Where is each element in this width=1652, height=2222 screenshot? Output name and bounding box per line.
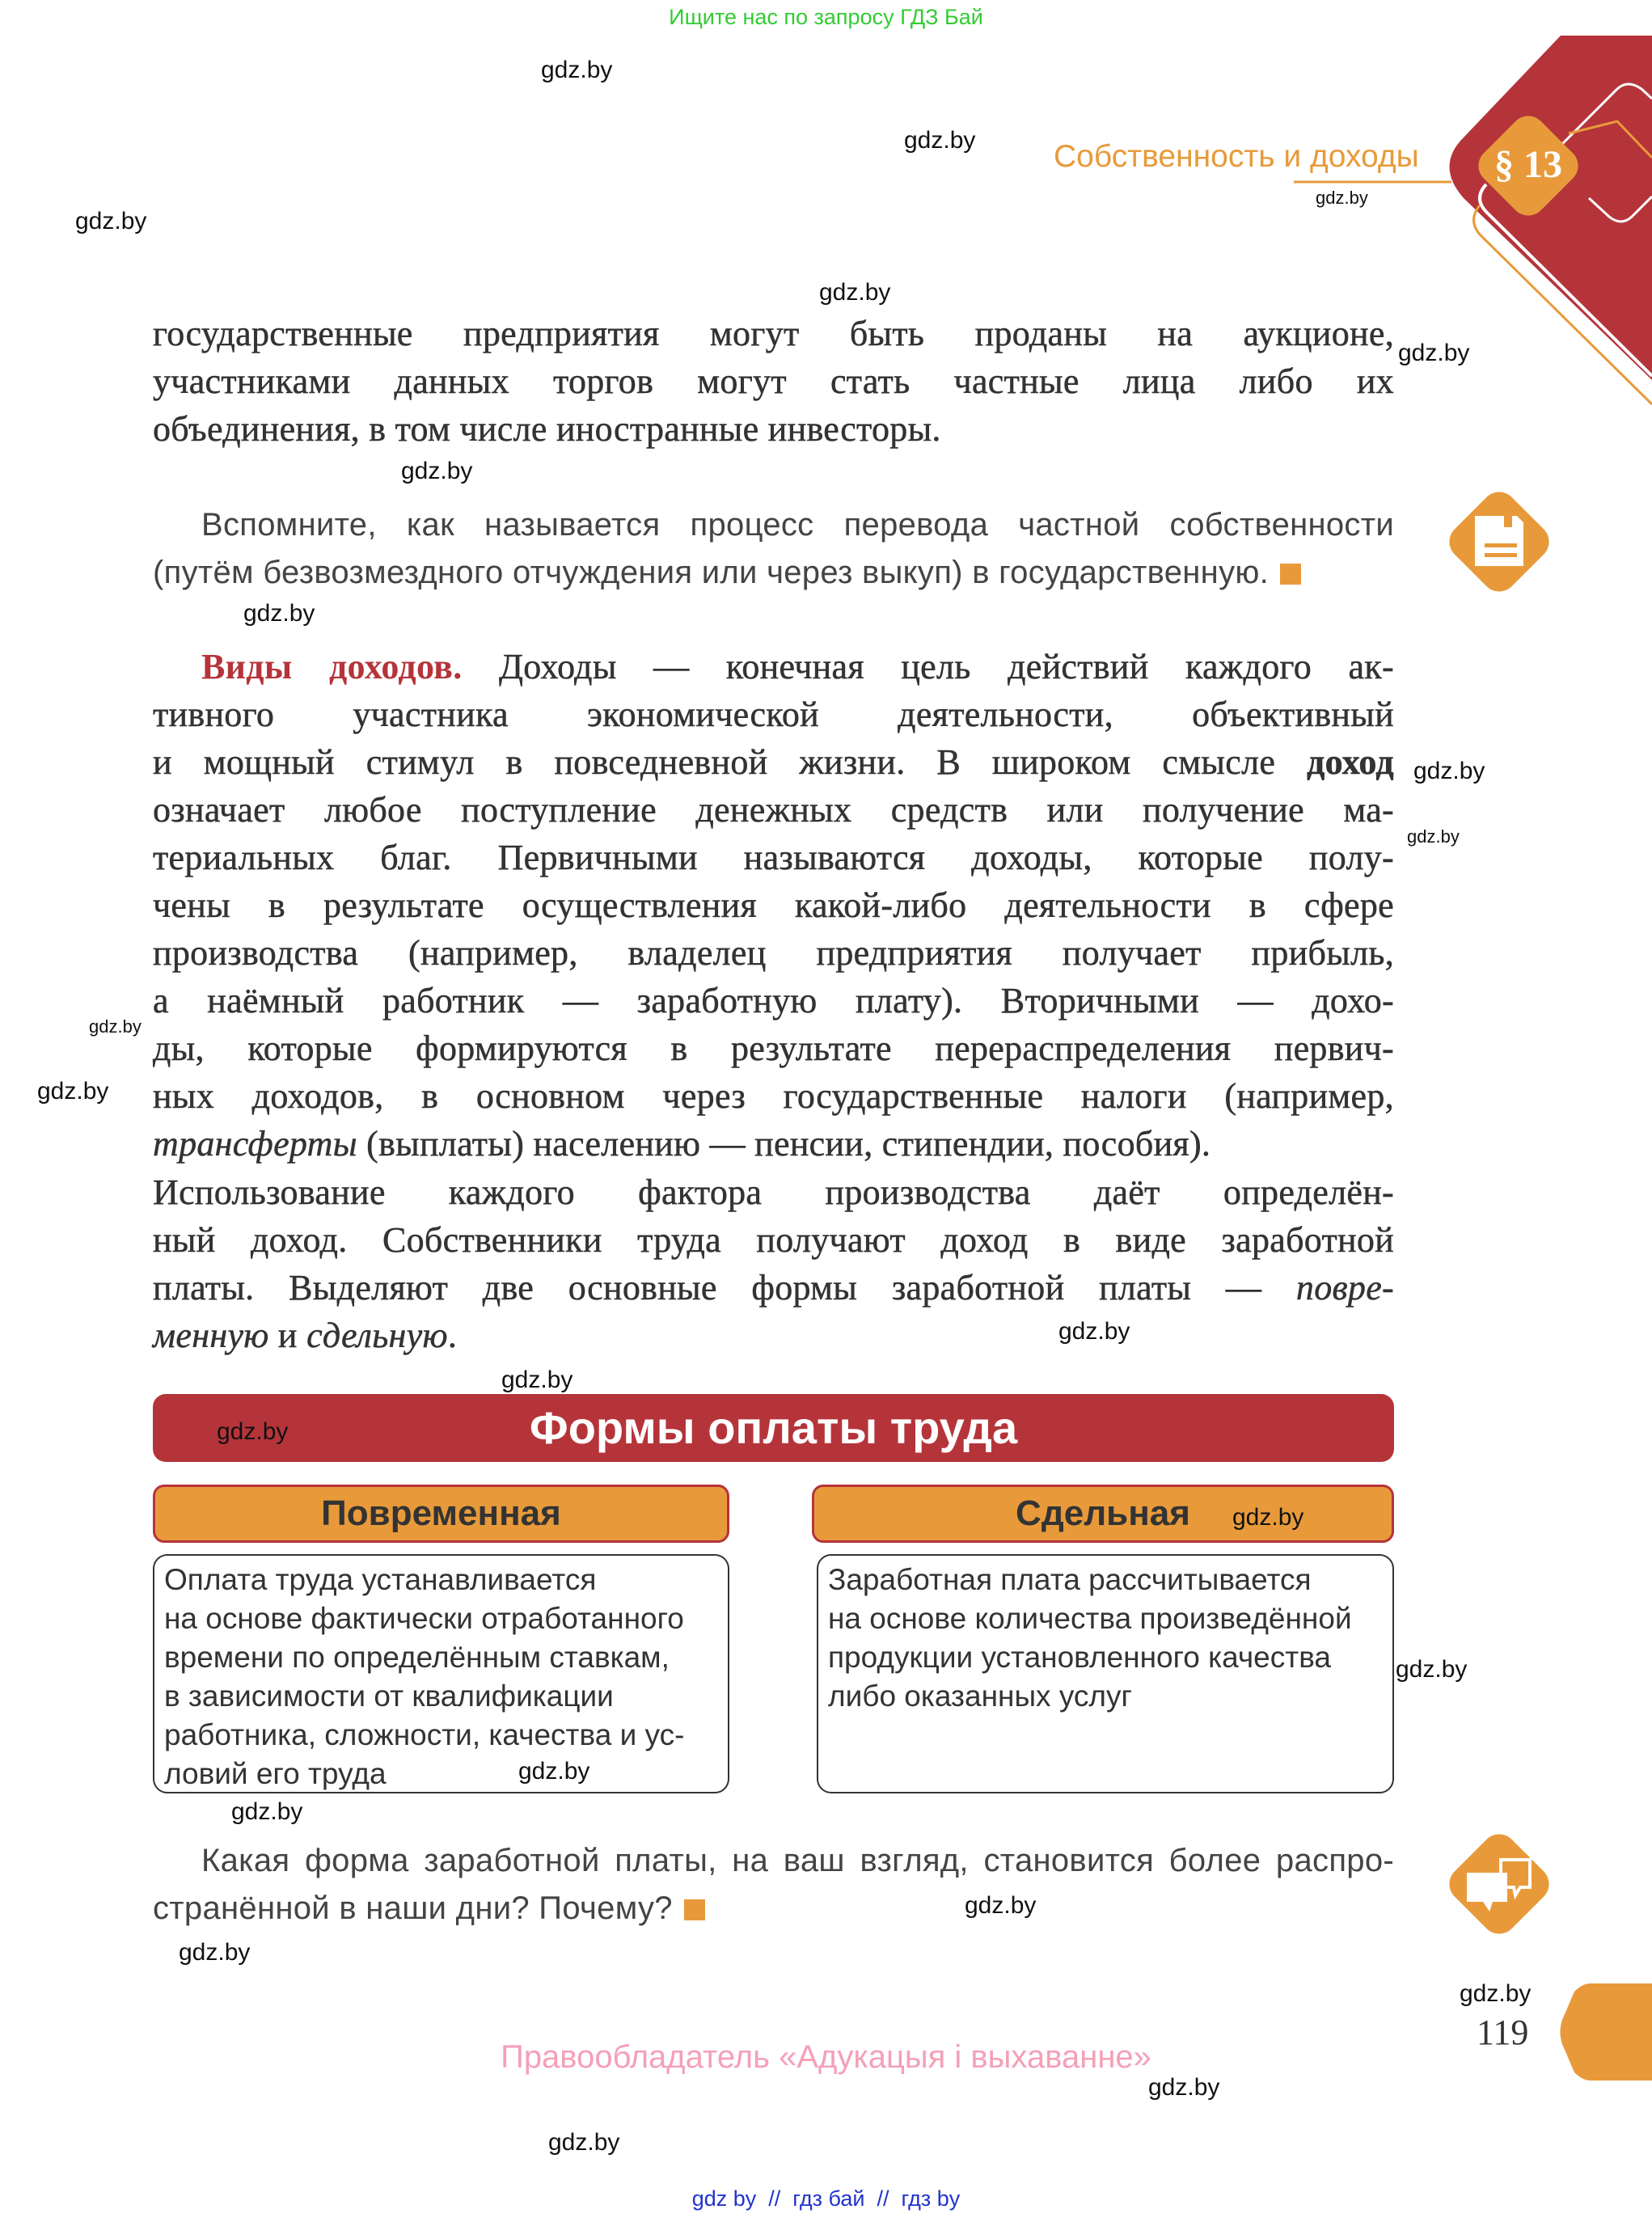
diagram-title: Формы оплаты труда [153, 1394, 1394, 1462]
text-line [153, 1121, 1394, 1168]
section-number: § 13 [1494, 143, 1562, 186]
text-line [153, 739, 1394, 786]
text-span: участниками данных торгов могут стать частные лица либо их [153, 361, 1394, 401]
description-line: в зависимости от квалификации [164, 1679, 614, 1713]
watermark-link[interactable]: gdz.by [548, 2129, 620, 2156]
text-span: Какая форма заработной платы, на ваш взгляд, становится более распро- [201, 1843, 1394, 1878]
bottom-links[interactable]: gdz by // гдз бай // гдз by [691, 2186, 961, 2211]
text-line [153, 1073, 1394, 1120]
italic-term: менную [153, 1316, 269, 1355]
text-span: означает любое поступление денежных средств или получение ма- [153, 790, 1394, 830]
watermark-link[interactable]: gdz.by [904, 127, 976, 154]
watermark-link[interactable]: gdz.by [179, 1939, 251, 1966]
watermark-link[interactable]: gdz.by [1148, 2074, 1220, 2101]
text-line [153, 501, 1394, 548]
watermark-link[interactable]: gdz.by [89, 1016, 142, 1037]
section-heading: Виды доходов. [201, 647, 463, 686]
italic-term: трансферты [153, 1124, 357, 1164]
text-line [153, 834, 1394, 881]
piece-rate-description [817, 1554, 1394, 1793]
text-span: Вспомните, как называется процесс перевода частной собственности [201, 507, 1394, 543]
text-line [153, 691, 1394, 738]
text-line [153, 1025, 1394, 1072]
text-span: . [447, 1316, 458, 1355]
watermark-link[interactable]: gdz.by [231, 1798, 303, 1825]
watermark-link[interactable]: gdz.by [819, 279, 891, 306]
end-marker-icon [684, 1899, 705, 1920]
text-span: странённой в наши дни? Почему? [153, 1890, 673, 1926]
top-search-banner[interactable]: Ищите нас по запросу ГДЗ Бай [669, 5, 983, 29]
description-line: времени по определённым ставкам, [164, 1641, 670, 1674]
text-span: ный доход. Собственники труда получают доход в виде заработной [153, 1220, 1394, 1260]
text-span: тивного участника экономической деятельности, объективный [153, 695, 1394, 734]
text-line [153, 1837, 1394, 1884]
description-line: на основе фактически отработанного [164, 1602, 684, 1635]
text-span: платы. Выделяют две основные формы заработной платы — [153, 1268, 1296, 1307]
text-line [153, 358, 1394, 405]
watermark-link[interactable]: gdz.by [1396, 1656, 1468, 1683]
text-line [153, 882, 1394, 929]
description-line: либо оказанных услуг [828, 1679, 1132, 1713]
watermark-link[interactable]: gdz.by [501, 1367, 573, 1393]
description-line: ловий его труда [164, 1757, 387, 1790]
watermark-link[interactable]: gdz.by [541, 57, 613, 83]
description-line: продукции установленного качества [828, 1641, 1332, 1674]
text-span: чены в результате осуществления какой-либо деятельности в сфере [153, 885, 1394, 925]
watermark-link[interactable]: gdz.by [1232, 1504, 1304, 1531]
bold-term: доход [1307, 742, 1394, 782]
text-line [153, 978, 1394, 1024]
text-line [153, 549, 1394, 596]
watermark-link[interactable]: gdz.by [37, 1078, 109, 1105]
watermark-link[interactable]: gdz.by [243, 600, 315, 627]
text-span: териальных благ. Первичными называются доходы, которые полу- [153, 838, 1394, 877]
italic-term: повре- [1295, 1268, 1394, 1307]
watermark-link[interactable]: gdz.by [1413, 758, 1485, 784]
text-span: ных доходов, в основном через государственные налоги (например, [153, 1076, 1394, 1116]
text-span: объединения, в том числе иностранные инвесторы. [153, 409, 941, 449]
text-line [153, 310, 1394, 357]
text-line [153, 1217, 1394, 1264]
watermark-link[interactable]: gdz.by [518, 1758, 590, 1785]
watermark-link[interactable]: gdz.by [75, 208, 147, 234]
text-line [153, 1265, 1394, 1312]
chapter-title: Собственность и доходы [1054, 139, 1419, 174]
text-line [153, 787, 1394, 834]
text-span: (выплаты) населению — пенсии, стипендии, пособия). [357, 1124, 1211, 1164]
text-span: (путём безвозмездного отчуждения или через выкуп) в государственную. [153, 555, 1270, 590]
text-span: Доходы — конечная цель действий каждого ак- [462, 647, 1394, 686]
watermark-link[interactable]: gdz.by [1316, 188, 1368, 208]
copyright-notice: Правообладатель «Адукацыя і выхаванне» [501, 2039, 1151, 2075]
description-line: на основе количества произведённой [828, 1602, 1352, 1635]
text-span: и [268, 1316, 307, 1355]
text-span: а наёмный работник — заработную плату). Вторичными — дохо- [153, 981, 1394, 1020]
time-based-description [153, 1554, 729, 1793]
text-line [153, 930, 1394, 977]
page-number: 119 [1477, 2013, 1529, 2052]
text-line [153, 406, 1394, 453]
text-line [153, 1169, 1394, 1216]
text-span: Использование каждого фактора производства даёт определён- [153, 1172, 1394, 1212]
description-line: работника, сложности, качества и ус- [164, 1718, 685, 1751]
watermark-link[interactable]: gdz.by [217, 1418, 289, 1445]
text-span: ды, которые формируются в результате перераспределения первич- [153, 1029, 1394, 1068]
floppy-disk-icon [1439, 482, 1559, 602]
discussion-icon [1439, 1824, 1559, 1944]
end-marker-icon [1280, 564, 1301, 585]
watermark-link[interactable]: gdz.by [965, 1892, 1037, 1919]
watermark-link[interactable]: gdz.by [1398, 340, 1470, 366]
time-based-header: Повременная [153, 1485, 729, 1543]
watermark-link[interactable]: gdz.by [1460, 1980, 1532, 2007]
text-span: государственные предприятия могут быть проданы на аукционе, [153, 314, 1394, 353]
piece-rate-header: Сдельная [812, 1485, 1394, 1543]
text-line [153, 1312, 1394, 1359]
description-line: Заработная плата рассчитывается [828, 1563, 1312, 1596]
watermark-link[interactable]: gdz.by [1407, 826, 1460, 847]
description-line: Оплата труда устанавливается [164, 1563, 597, 1596]
text-span: производства (например, владелец предприятия получает прибыль, [153, 933, 1394, 973]
text-line [153, 1885, 1394, 1932]
italic-term: сдельную [306, 1316, 448, 1355]
text-span: и мощный стимул в повседневной жизни. В широком смысле [153, 742, 1308, 782]
watermark-link[interactable]: gdz.by [1058, 1318, 1130, 1345]
text-line [153, 644, 1394, 691]
watermark-link[interactable]: gdz.by [401, 458, 473, 484]
